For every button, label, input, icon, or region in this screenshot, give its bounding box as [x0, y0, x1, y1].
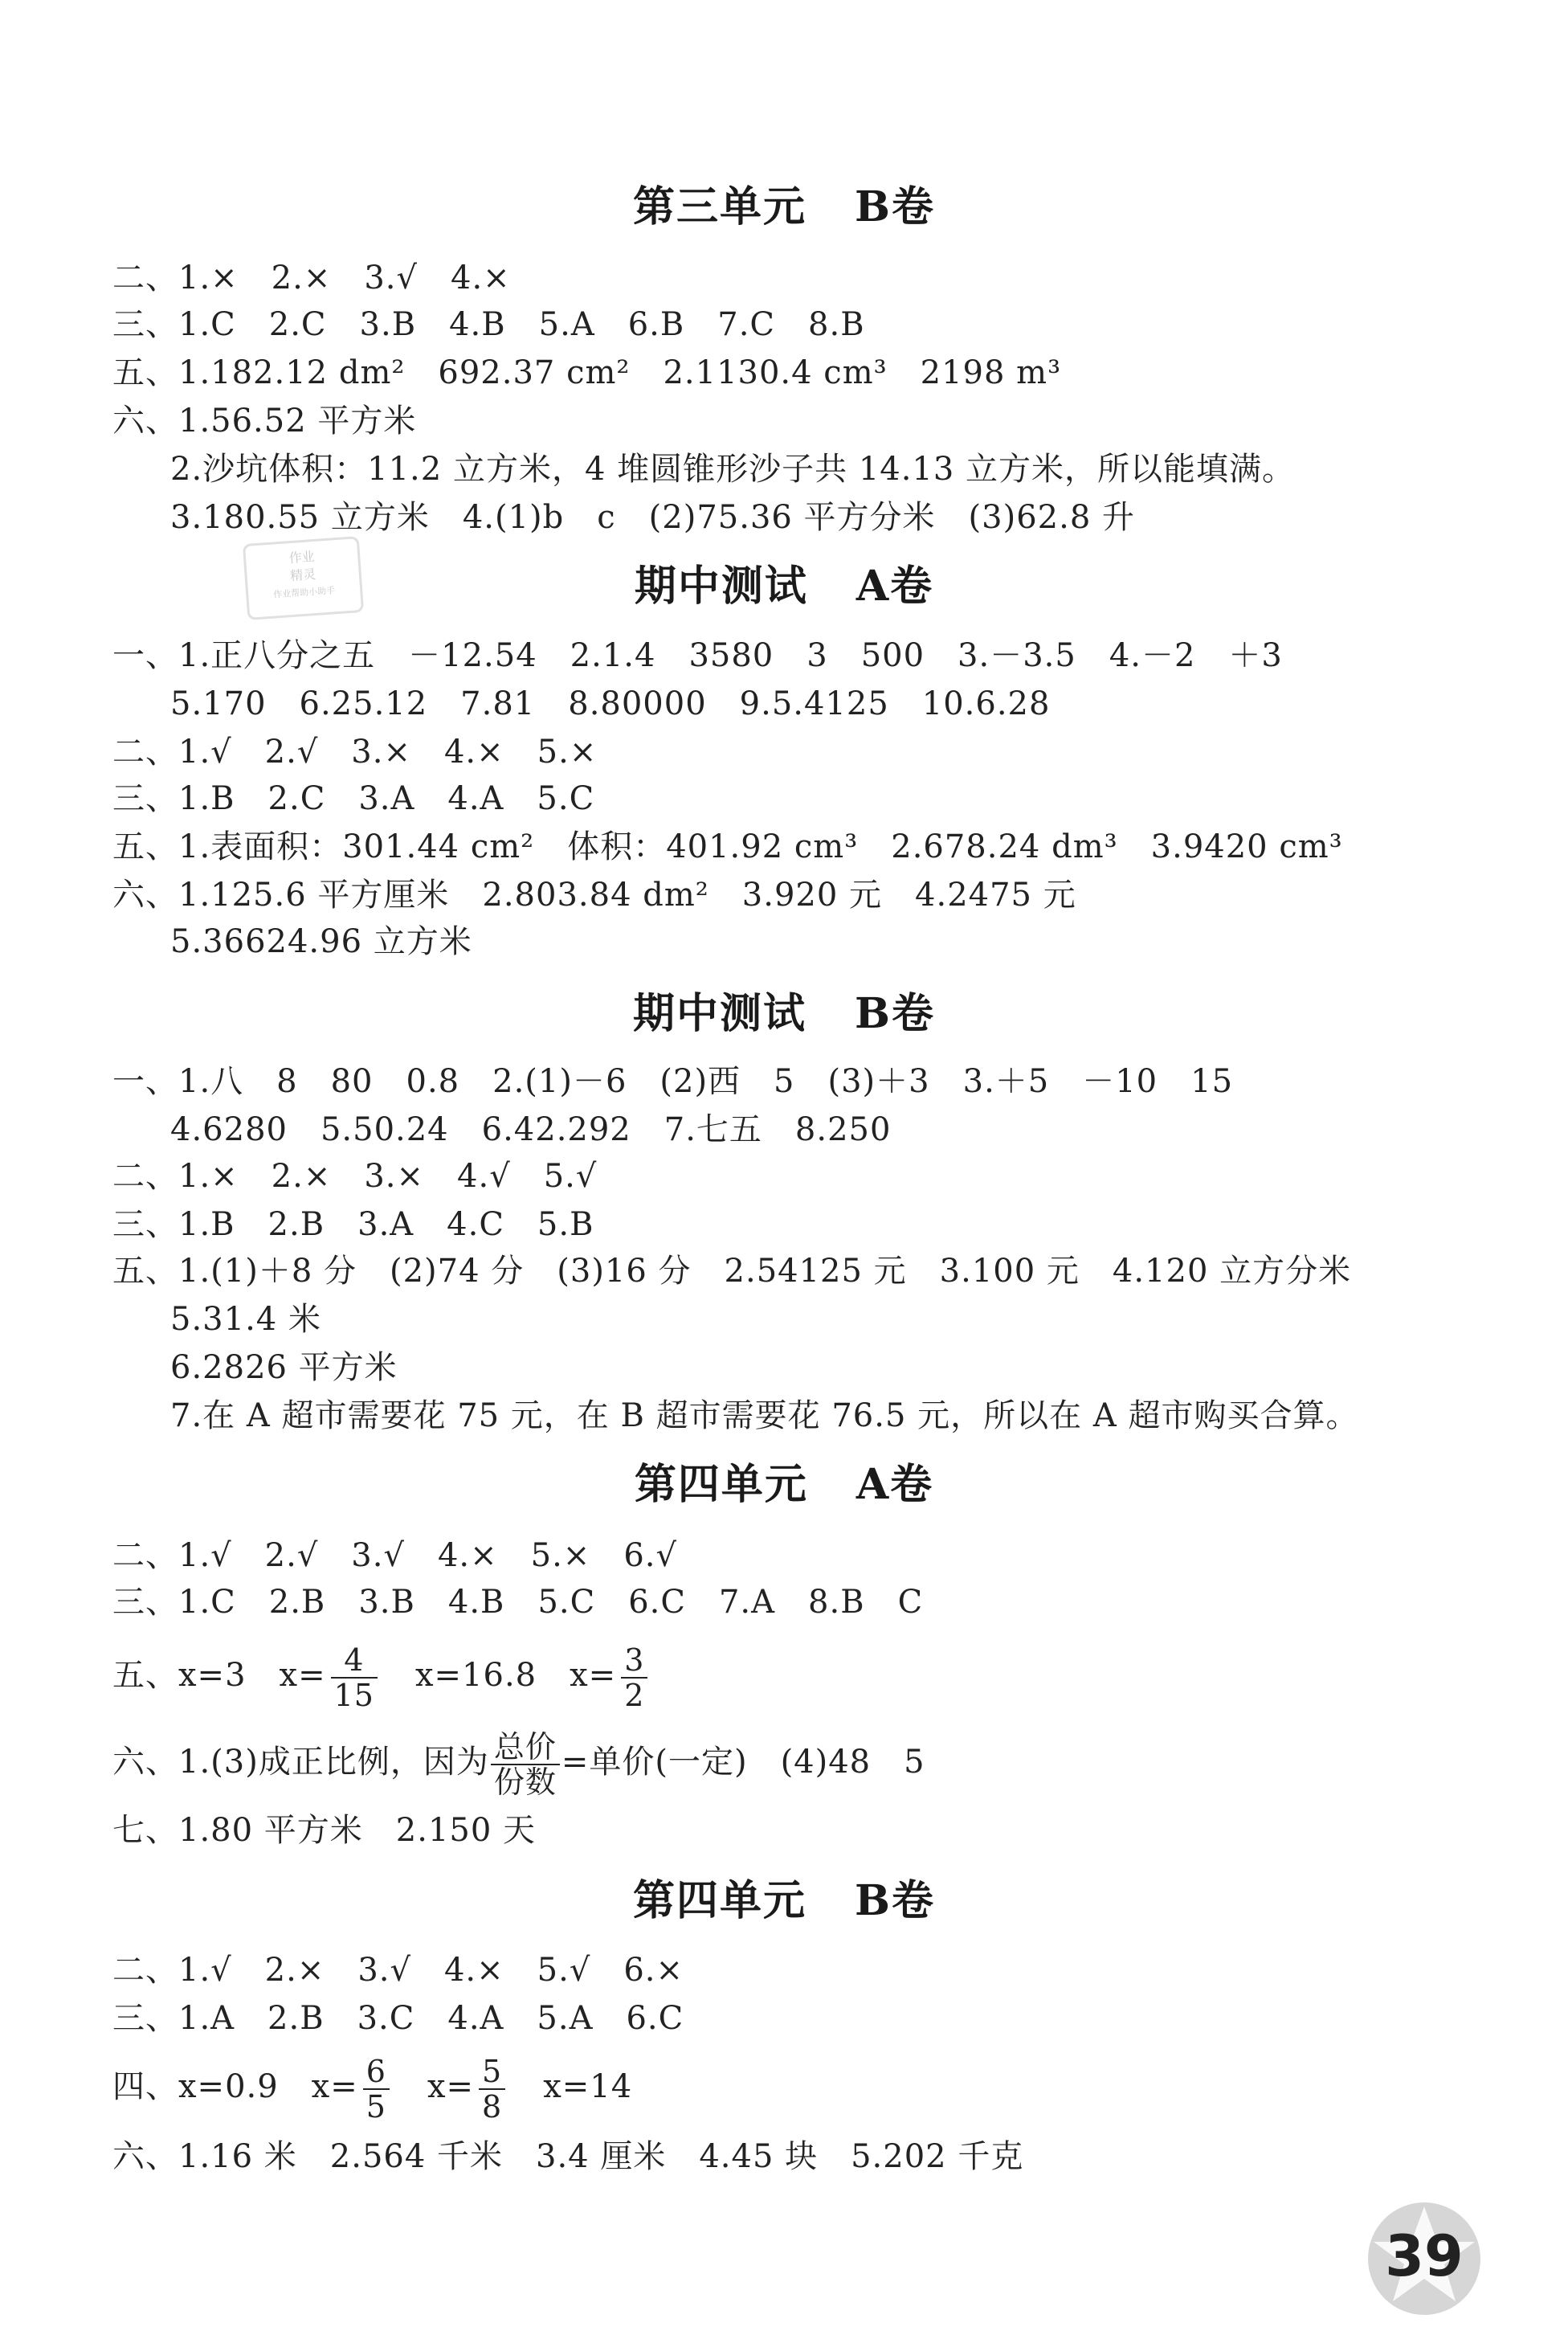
title-sub: A卷	[855, 562, 934, 611]
answer-line: 三、1.B 2.B 3.A 4.C 5.B	[112, 1206, 594, 1243]
answer-line: 一、1.正八分之五 －12.54 2.1.4 3580 3 500 3.－3.5 4.－2 ＋3	[112, 637, 1283, 674]
ratio-suffix: =单价(一定) (4)48 5	[561, 1744, 925, 1781]
section-title-midterm-b	[0, 990, 1568, 1038]
section-title-unit4-b	[0, 1877, 1568, 1925]
answer-line: 三、1.C 2.C 3.B 4.B 5.A 6.B 7.C 8.B	[112, 306, 865, 343]
title-sub: B卷	[855, 182, 935, 231]
frac-denominator: 8	[482, 2089, 503, 2124]
ratio-prefix: 六、1.(3)成正比例，因为	[112, 1744, 489, 1781]
stamp-line: 作业	[288, 548, 316, 566]
title-sub: B卷	[855, 989, 935, 1038]
page-number: 39	[1385, 2223, 1464, 2289]
frac-denominator: 15	[333, 1678, 374, 1713]
frac-denominator: 份数	[493, 1765, 557, 1800]
fraction	[621, 1643, 647, 1712]
answer-line: 二、1.√ 2.√ 3.× 4.× 5.×	[112, 734, 598, 771]
frac-numerator: 5	[479, 2055, 505, 2090]
frac-denominator: 2	[624, 1678, 645, 1713]
section-title-midterm-a	[0, 562, 1568, 611]
stamp-line: 作业帮助小助手	[272, 585, 336, 600]
title-main: 第四单元	[633, 1876, 807, 1925]
equation-line	[112, 2051, 632, 2124]
answer-line: 5.31.4 米	[170, 1301, 321, 1338]
equation-line	[112, 1639, 652, 1712]
title-sub: A卷	[855, 1460, 934, 1509]
eq-mid: x=16.8 x=	[382, 1657, 617, 1694]
answer-line: 六、1.16 米 2.564 千米 3.4 厘米 4.45 块 5.202 千克	[112, 2138, 1024, 2175]
frac-numerator: 6	[363, 2055, 390, 2090]
answer-line: 五、1.(1)＋8 分 (2)74 分 (3)16 分 2.54125 元 3.100 元 4.120 立方分米	[112, 1253, 1352, 1290]
eq-mid: x=	[394, 2068, 475, 2105]
eq-suffix: x=14	[510, 2068, 633, 2105]
frac-numerator: 4	[331, 1643, 378, 1679]
frac-numerator: 3	[621, 1643, 647, 1679]
answer-line: 六、1.125.6 平方厘米 2.803.84 dm² 3.920 元 4.2475 元	[112, 877, 1076, 914]
eq-prefix: 四、x=0.9 x=	[112, 2068, 358, 2105]
answer-line: 二、1.√ 2.× 3.√ 4.× 5.√ 6.×	[112, 1952, 684, 1989]
fraction	[491, 1730, 560, 1799]
answer-line: 一、1.八 8 80 0.8 2.(1)－6 (2)西 5 (3)＋3 3.＋5 －10 15	[112, 1063, 1234, 1100]
title-main: 第四单元	[634, 1460, 808, 1509]
ratio-line	[112, 1726, 925, 1799]
answer-line: 4.6280 5.50.24 6.42.292 7.七五 8.250	[170, 1111, 892, 1148]
answer-line: 七、1.80 平方米 2.150 天	[112, 1812, 537, 1849]
answer-line: 二、1.× 2.× 3.√ 4.×	[112, 260, 511, 296]
answer-line: 三、1.C 2.B 3.B 4.B 5.C 6.C 7.A 8.B C	[112, 1584, 924, 1621]
answer-line: 二、1.× 2.× 3.× 4.√ 5.√	[112, 1158, 598, 1195]
title-sub: B卷	[855, 1876, 935, 1925]
title-main: 第三单元	[633, 182, 807, 231]
answer-line: 3.180.55 立方米 4.(1)b c (2)75.36 平方分米 (3)62.8 升	[170, 499, 1135, 536]
answer-line: 三、1.B 2.C 3.A 4.A 5.C	[112, 780, 595, 817]
fraction	[331, 1643, 378, 1712]
eq-prefix: 五、x=3 x=	[112, 1657, 326, 1694]
answer-line: 五、1.表面积：301.44 cm² 体积：401.92 cm³ 2.678.24 dm³ 3.9420 cm³	[112, 828, 1343, 865]
answer-line: 5.36624.96 立方米	[170, 923, 472, 960]
title-main: 期中测试	[633, 989, 807, 1038]
answer-line: 六、1.56.52 平方米	[112, 403, 417, 440]
fraction	[479, 2055, 505, 2124]
answer-line: 6.2826 平方米	[170, 1349, 398, 1386]
fraction	[363, 2055, 390, 2124]
title-main: 期中测试	[634, 562, 808, 611]
answer-line: 三、1.A 2.B 3.C 4.A 5.A 6.C	[112, 2000, 684, 2037]
stamp-line: 精灵	[289, 566, 316, 584]
section-title-unit3-b	[0, 183, 1568, 231]
answer-line: 5.170 6.25.12 7.81 8.80000 9.5.4125 10.6.28	[170, 685, 1051, 722]
section-title-unit4-a	[0, 1461, 1568, 1509]
frac-denominator: 5	[365, 2089, 386, 2124]
page-number-badge	[1366, 2200, 1483, 2317]
answer-line: 2.沙坑体积：11.2 立方米，4 堆圆锥形沙子共 14.13 立方米，所以能填满。	[170, 451, 1296, 488]
answer-line: 五、1.182.12 dm² 692.37 cm² 2.1130.4 cm³ 2198 m³	[112, 354, 1062, 391]
answer-line: 二、1.√ 2.√ 3.√ 4.× 5.× 6.√	[112, 1537, 677, 1574]
frac-numerator: 总价	[491, 1730, 560, 1765]
answer-line: 7.在 A 超市需要花 75 元，在 B 超市需要花 76.5 元，所以在 A 超市购买合算。	[170, 1397, 1359, 1434]
